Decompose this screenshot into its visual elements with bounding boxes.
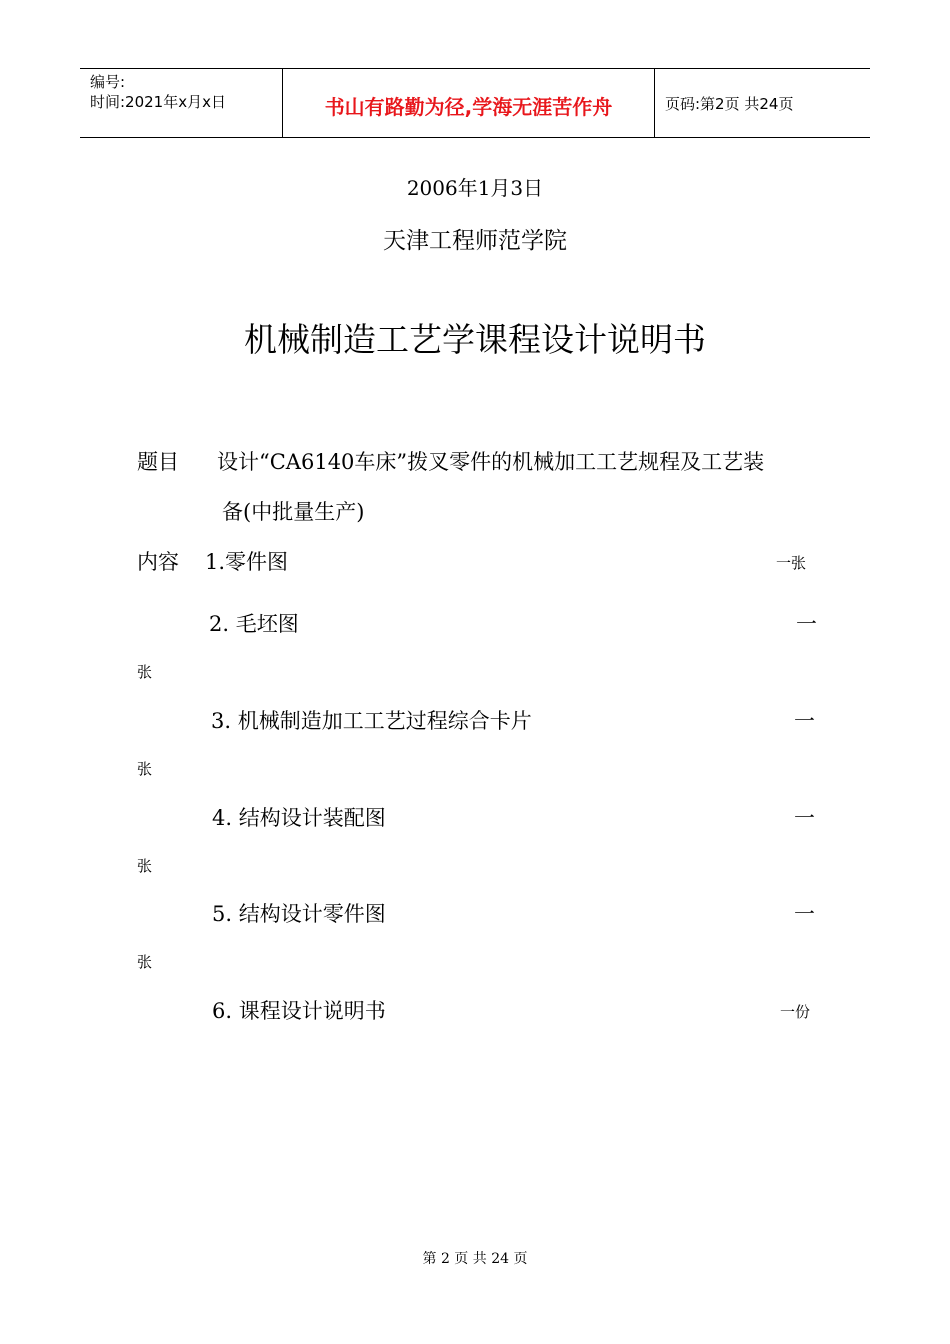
content-item-4: 4. 结构设计装配图 — [212, 806, 386, 830]
content-qty-1: 一张 — [776, 554, 807, 572]
content-item-3: 3. 机械制造加工工艺过程综合卡片 — [211, 709, 532, 733]
page-info: 页码:第2页 共24页 — [665, 95, 794, 113]
page-footer: 第 2 页 共 24 页 — [422, 1251, 528, 1267]
content-item-5: 5. 结构设计零件图 — [212, 902, 386, 926]
topic-line-2: 备(中批量生产) — [222, 500, 365, 524]
document-title: 机械制造工艺学课程设计说明书 — [244, 320, 706, 359]
topic-line-1: 设计“CA6140车床”拨叉零件的机械加工工艺规程及工艺装 — [217, 450, 765, 474]
school-name: 天津工程师范学院 — [383, 228, 567, 254]
document-date: 2006年1月3日 — [406, 176, 544, 200]
topic-label: 题目 — [137, 450, 179, 474]
motto: 书山有路勤为径,学海无涯苦作舟 — [324, 95, 613, 119]
page-header — [80, 68, 870, 138]
header-motto-cell — [283, 69, 655, 137]
contents-label: 内容 — [137, 550, 179, 574]
time-label: 时间:2021年x月x日 — [90, 93, 226, 111]
content-item-2: 2. 毛坯图 — [209, 612, 299, 636]
content-qty-5: 一 — [794, 902, 815, 926]
content-qty-2: 一 — [796, 612, 817, 636]
content-item-6: 6. 课程设计说明书 — [212, 999, 386, 1023]
header-meta-cell — [80, 69, 283, 137]
content-wrap-4: 张 — [137, 857, 153, 875]
content-qty-6: 一份 — [780, 1003, 811, 1021]
content-qty-4: 一 — [794, 806, 815, 830]
content-wrap-5: 张 — [137, 953, 153, 971]
content-item-1: 1.零件图 — [205, 550, 289, 574]
content-wrap-2: 张 — [137, 663, 153, 681]
content-wrap-3: 张 — [137, 760, 153, 778]
content-qty-3: 一 — [794, 709, 815, 733]
number-label: 编号: — [90, 73, 126, 91]
